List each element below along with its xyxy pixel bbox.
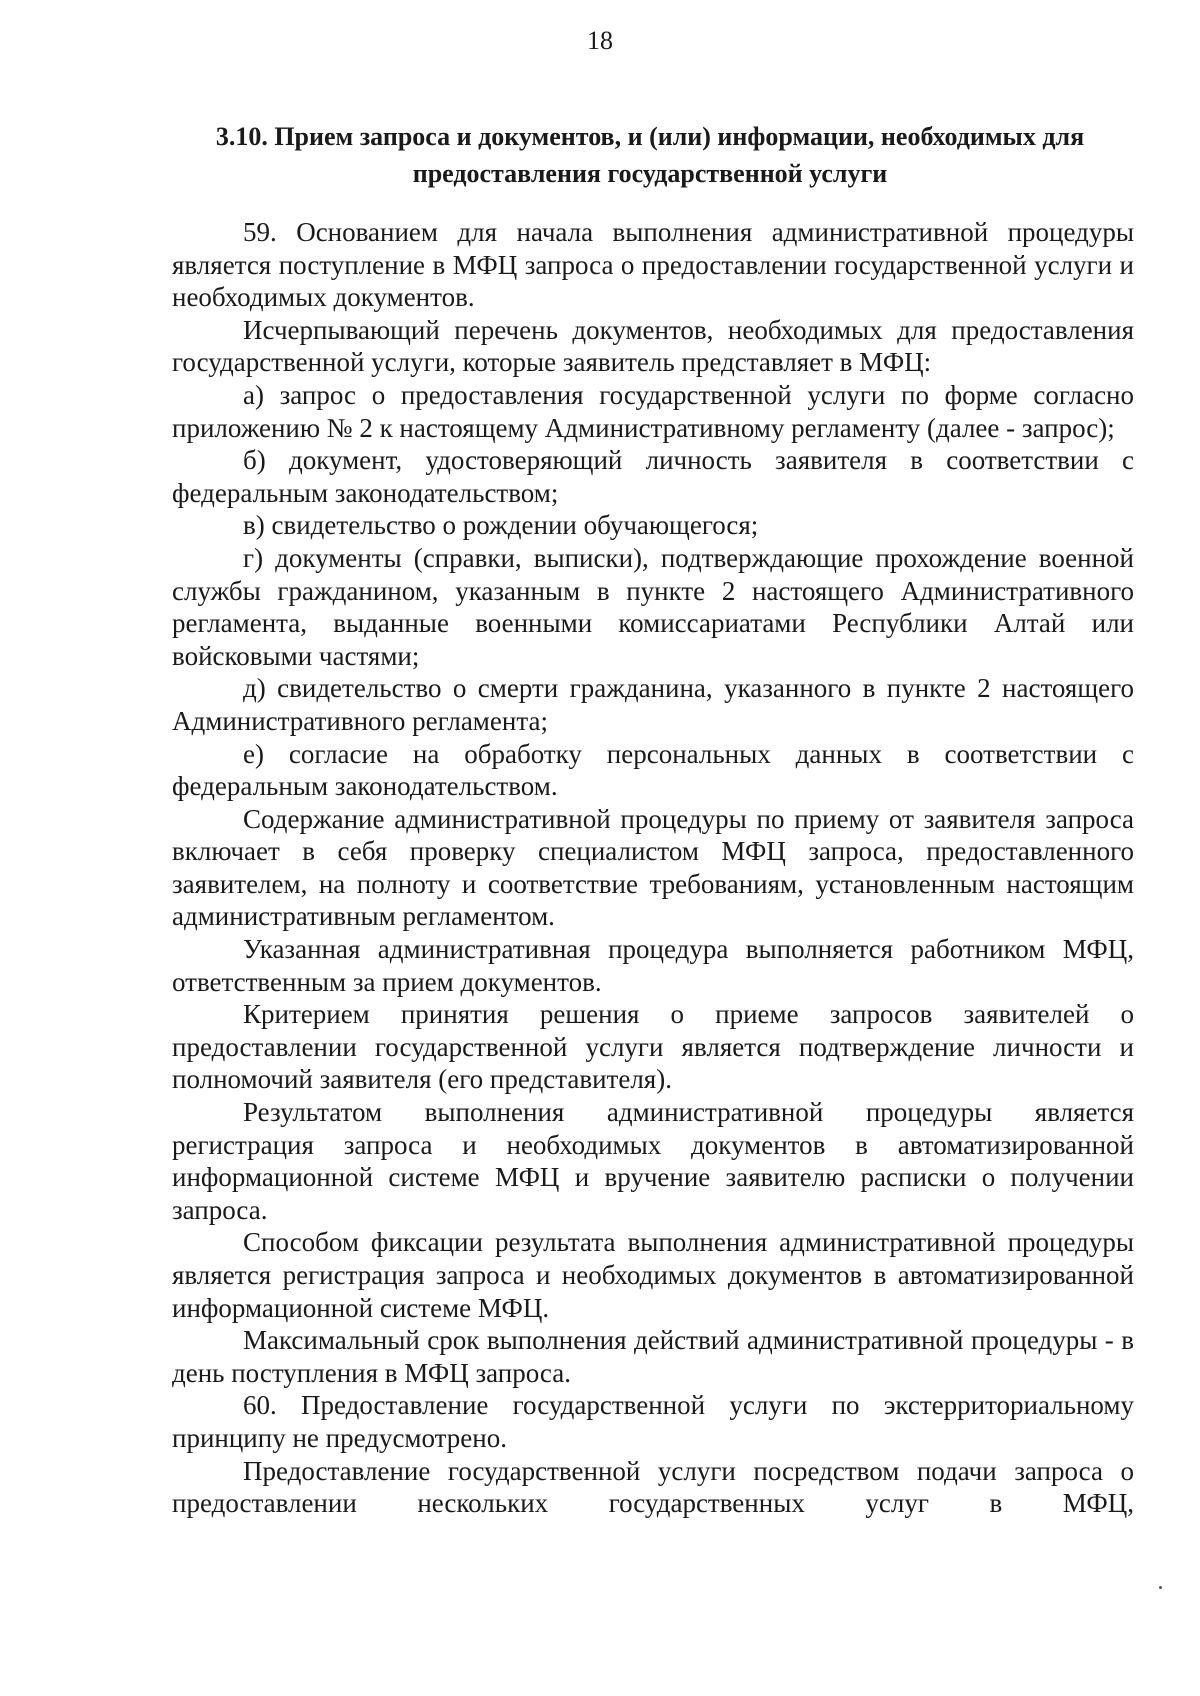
paragraph: б) документ, удостоверяющий личность заявителя в соответствии с федеральным законодательством; — [172, 445, 1134, 508]
scan-speck — [1159, 1586, 1162, 1589]
paragraph: г) документы (справки, выписки), подтверждающие прохождение военной службы гражданином, указанным в пункте 2 настоящего Административного регламента, выданные военными комиссариатами Республики Алтай или войсковыми частями; — [172, 542, 1134, 671]
paragraph: Содержание административной процедуры по приему от заявителя запроса включает в себя проверку специалистом МФЦ запроса, предоставленного заявителем, на полноту и соответствие требованиям, установленным настоящим административным регламентом. — [172, 803, 1134, 932]
paragraph: Исчерпывающий перечень документов, необходимых для предоставления государственной услуги, которые заявитель представляет в МФЦ: — [172, 314, 1134, 378]
paragraph: д) свидетельство о смерти гражданина, указанного в пункте 2 настоящего Административного регламента; — [172, 673, 1134, 736]
section-heading-line-1: 3.10. Прием запроса и документов, и (или) информации, необходимых для — [215, 122, 1085, 151]
paragraph-continued: Предоставление государственной услуги посредством подачи запроса о предоставлении нескольких государственных услуг в МФЦ, — [172, 1455, 1134, 1519]
paragraph: 59. Основанием для начала выполнения административной процедуры является поступление в МФЦ запроса о предоставлении государственной услуги и необходимых документов. — [172, 217, 1134, 313]
section-heading — [170, 118, 1130, 192]
section-heading-line-2: предоставления государственной услуги — [412, 159, 888, 188]
paragraph: Критерием принятия решения о приеме запросов заявителей о предоставлении государственной услуги является подтверждение личности и полномочий заявителя (его представителя). — [172, 999, 1134, 1095]
paragraph: Максимальный срок выполнения действий административной процедуры - в день поступления в МФЦ запроса. — [172, 1325, 1134, 1388]
paragraph: 60. Предоставление государственной услуги по экстерриториальному принципу не предусмотрено. — [172, 1390, 1134, 1453]
paragraph: в) свидетельство о рождении обучающегося; — [243, 510, 759, 541]
paragraph: а) запрос о предоставления государственной услуги по форме согласно приложению № 2 к настоящему Административному регламенту (далее - запрос); — [172, 379, 1134, 443]
paragraph: Результатом выполнения административной процедуры является регистрация запроса и необходимых документов в автоматизированной информационной системе МФЦ и вручение заявителю расписки о получении запроса. — [172, 1097, 1134, 1225]
page-number: 18 — [587, 26, 613, 55]
paragraph: Способом фиксации результата выполнения административной процедуры является регистрация запроса и необходимых документов в автоматизированной информационной системе МФЦ. — [172, 1227, 1134, 1323]
document-body — [172, 216, 1134, 1520]
paragraph: Указанная административная процедура выполняется работником МФЦ, ответственным за прием документов. — [172, 934, 1134, 997]
paragraph: е) согласие на обработку персональных данных в соответствии с федеральным законодательством. — [172, 738, 1134, 802]
